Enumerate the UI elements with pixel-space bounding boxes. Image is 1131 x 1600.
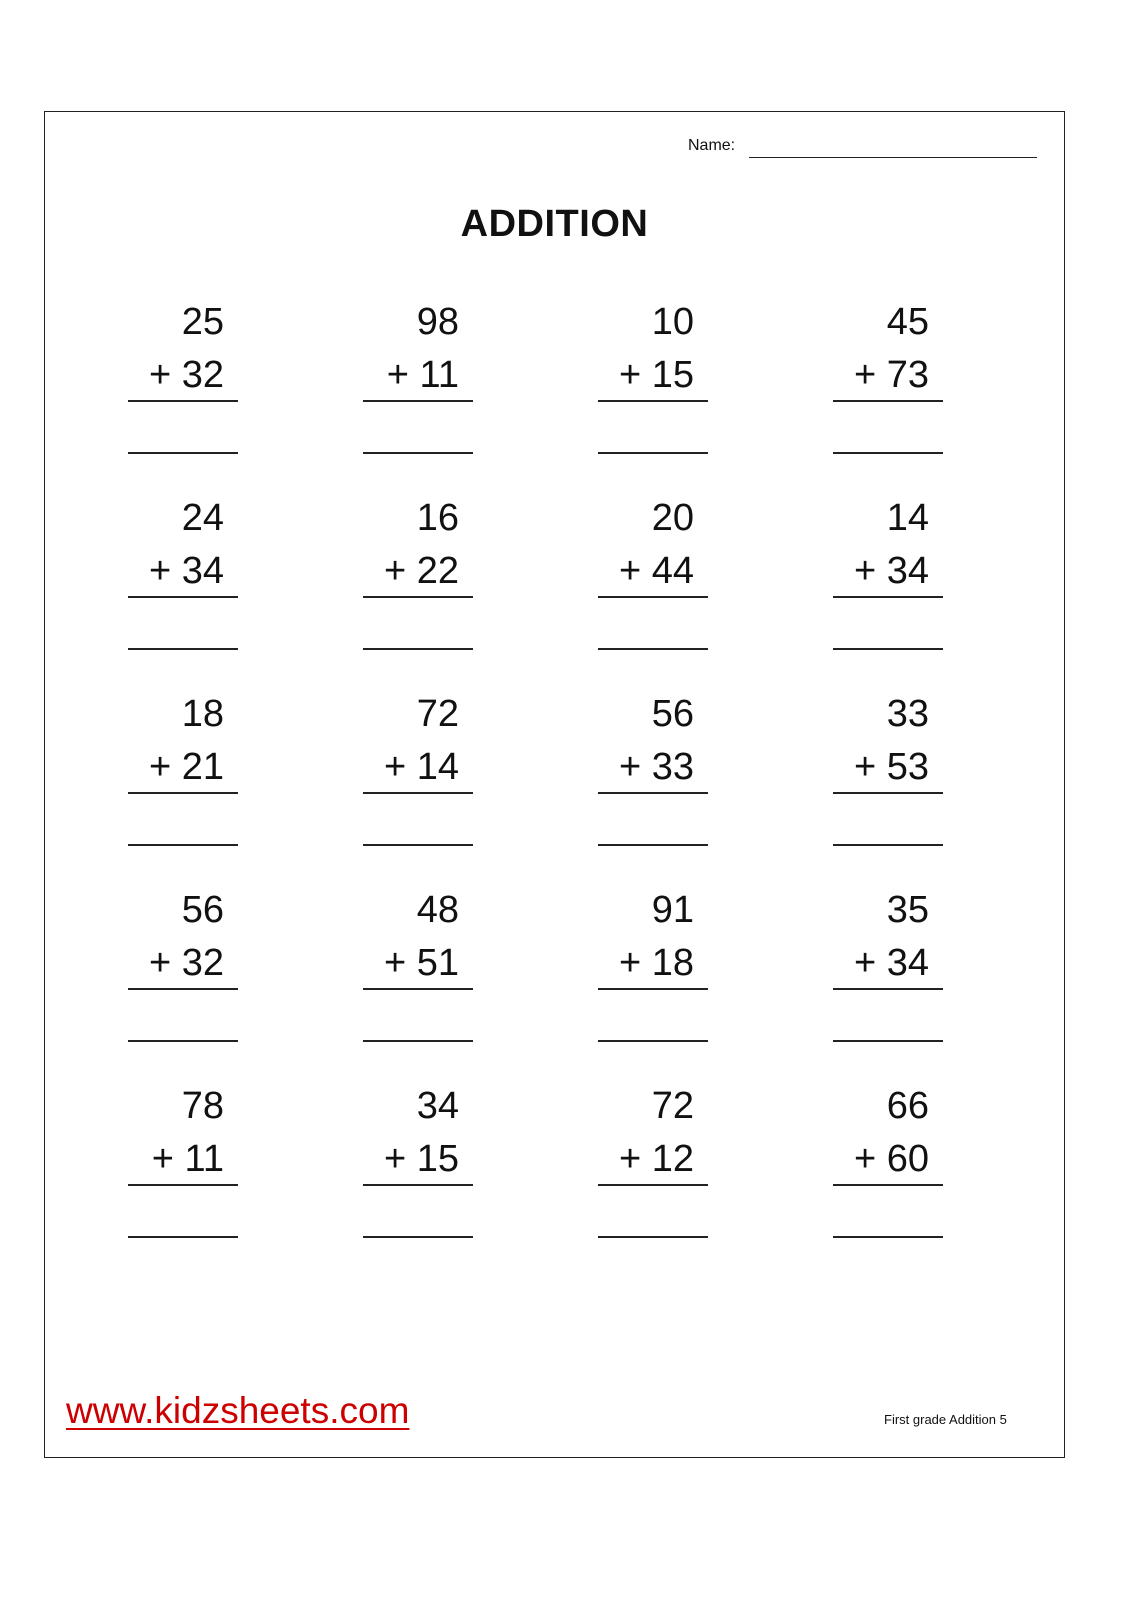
addend-bottom: + 15 (383, 1138, 459, 1180)
problem-2 (363, 300, 473, 496)
sum-rule (128, 400, 238, 402)
addend-top: 56 (181, 889, 224, 931)
sum-rule (128, 1184, 238, 1186)
name-write-line[interactable] (749, 157, 1037, 158)
addend-top: 91 (651, 889, 694, 931)
answer-line[interactable] (363, 648, 473, 650)
name-field (688, 134, 1037, 156)
addend-top: 48 (416, 889, 459, 931)
addend-top: 16 (416, 497, 459, 539)
sum-rule (833, 596, 943, 598)
sum-rule (833, 792, 943, 794)
answer-line[interactable] (598, 648, 708, 650)
sum-rule (598, 1184, 708, 1186)
problem-3 (598, 300, 708, 496)
problem-11 (598, 692, 708, 888)
answer-line[interactable] (128, 1236, 238, 1238)
problem-9 (128, 692, 238, 888)
addend-bottom: + 34 (853, 550, 929, 592)
addend-top: 35 (886, 889, 929, 931)
addend-bottom: + 60 (853, 1138, 929, 1180)
sum-rule (598, 400, 708, 402)
sum-rule (128, 792, 238, 794)
sum-rule (363, 988, 473, 990)
answer-line[interactable] (128, 452, 238, 454)
name-label: Name: (688, 137, 736, 154)
sum-rule (128, 988, 238, 990)
addend-top: 20 (651, 497, 694, 539)
addend-top: 24 (181, 497, 224, 539)
answer-line[interactable] (833, 452, 943, 454)
answer-line[interactable] (833, 1236, 943, 1238)
sum-rule (128, 596, 238, 598)
addend-bottom: + 12 (618, 1138, 694, 1180)
sum-rule (363, 596, 473, 598)
problem-8 (833, 496, 943, 692)
problem-15 (598, 888, 708, 1084)
problem-12 (833, 692, 943, 888)
addend-bottom: + 33 (618, 746, 694, 788)
addend-bottom: + 21 (148, 746, 224, 788)
addend-top: 72 (651, 1085, 694, 1127)
addend-bottom: + 11 (151, 1138, 224, 1180)
answer-line[interactable] (598, 1236, 708, 1238)
answer-line[interactable] (598, 452, 708, 454)
addend-bottom: + 14 (383, 746, 459, 788)
addend-bottom: + 44 (618, 550, 694, 592)
addend-bottom: + 18 (618, 942, 694, 984)
addend-bottom: + 34 (853, 942, 929, 984)
problem-19 (598, 1084, 708, 1280)
addend-bottom: + 51 (383, 942, 459, 984)
addend-top: 56 (651, 693, 694, 735)
answer-line[interactable] (833, 648, 943, 650)
sum-rule (833, 400, 943, 402)
sum-rule (598, 792, 708, 794)
problem-grid (128, 300, 943, 1280)
answer-line[interactable] (598, 1040, 708, 1042)
answer-line[interactable] (363, 452, 473, 454)
problem-13 (128, 888, 238, 1084)
addend-top: 14 (886, 497, 929, 539)
addend-bottom: + 53 (853, 746, 929, 788)
addend-bottom: + 32 (148, 354, 224, 396)
sum-rule (833, 988, 943, 990)
sum-rule (363, 1184, 473, 1186)
addend-top: 72 (416, 693, 459, 735)
addend-bottom: + 34 (148, 550, 224, 592)
answer-line[interactable] (363, 844, 473, 846)
addend-top: 18 (181, 693, 224, 735)
answer-line[interactable] (128, 648, 238, 650)
addend-bottom: + 15 (618, 354, 694, 396)
addend-bottom: + 22 (383, 550, 459, 592)
sheet-label: First grade Addition 5 (884, 1412, 1007, 1427)
sum-rule (363, 400, 473, 402)
sum-rule (598, 596, 708, 598)
answer-line[interactable] (833, 1040, 943, 1042)
answer-line[interactable] (833, 844, 943, 846)
problem-20 (833, 1084, 943, 1280)
addend-bottom: + 32 (148, 942, 224, 984)
addend-top: 10 (651, 301, 694, 343)
addend-top: 66 (886, 1085, 929, 1127)
problem-1 (128, 300, 238, 496)
problem-10 (363, 692, 473, 888)
addend-bottom: + 73 (853, 354, 929, 396)
answer-line[interactable] (598, 844, 708, 846)
problem-4 (833, 300, 943, 496)
problem-16 (833, 888, 943, 1084)
answer-line[interactable] (363, 1236, 473, 1238)
problem-17 (128, 1084, 238, 1280)
sum-rule (833, 1184, 943, 1186)
addend-top: 33 (886, 693, 929, 735)
problem-6 (363, 496, 473, 692)
worksheet-title: ADDITION (460, 203, 649, 245)
problem-18 (363, 1084, 473, 1280)
problem-14 (363, 888, 473, 1084)
addend-top: 45 (886, 301, 929, 343)
answer-line[interactable] (363, 1040, 473, 1042)
addend-top: 25 (181, 301, 224, 343)
problem-5 (128, 496, 238, 692)
addend-top: 34 (416, 1085, 459, 1127)
addend-bottom: + 11 (386, 354, 459, 396)
website-link[interactable]: www.kidzsheets.com (66, 1390, 410, 1431)
answer-line[interactable] (128, 1040, 238, 1042)
addend-top: 98 (416, 301, 459, 343)
problem-7 (598, 496, 708, 692)
addend-top: 78 (181, 1085, 224, 1127)
answer-line[interactable] (128, 844, 238, 846)
sum-rule (598, 988, 708, 990)
sum-rule (363, 792, 473, 794)
